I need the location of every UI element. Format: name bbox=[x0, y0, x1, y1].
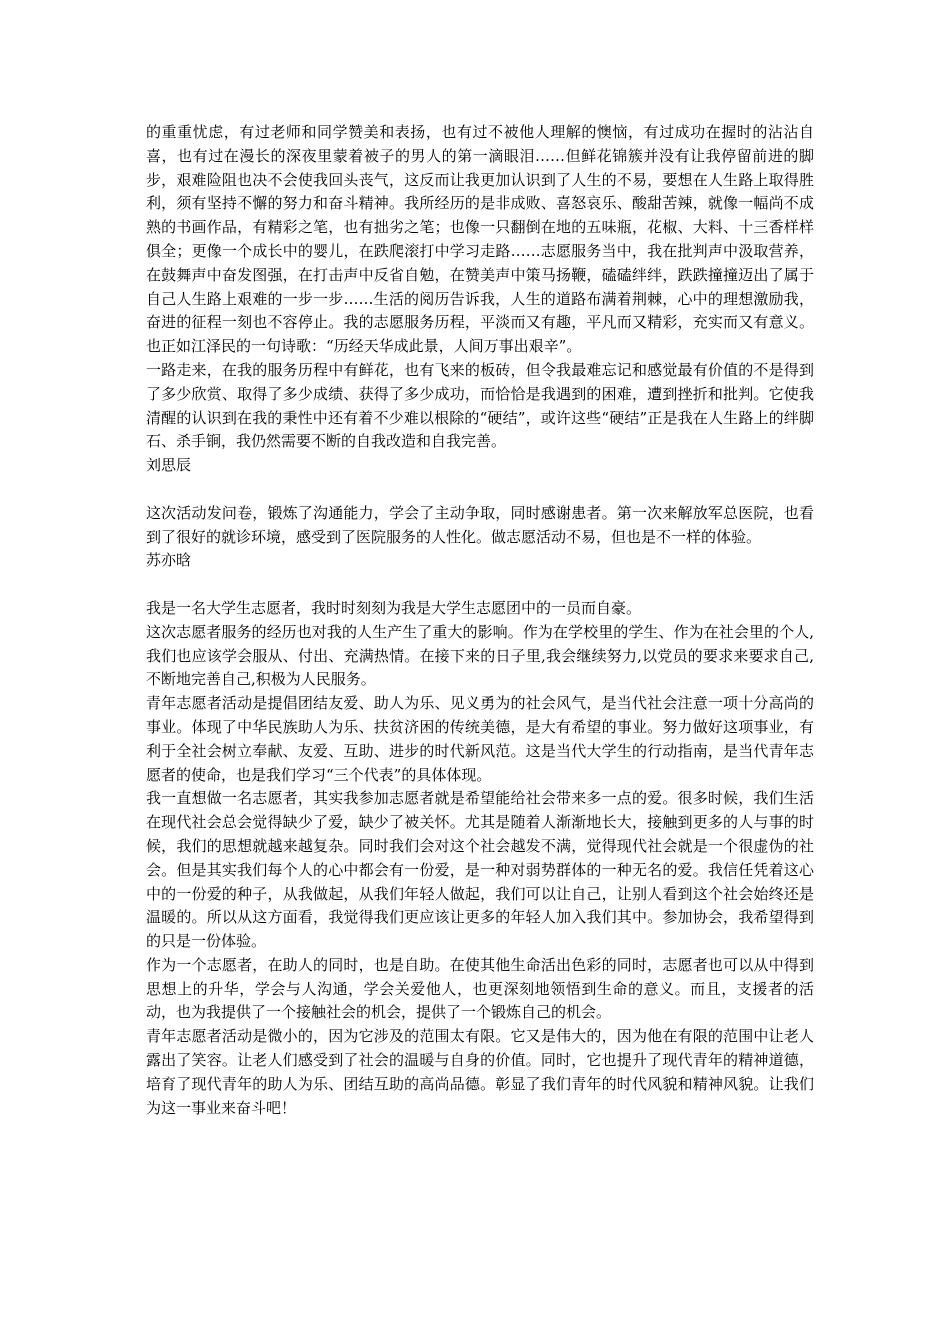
paragraph: 我一直想做一名志愿者，其实我参加志愿者就是希望能给社会带来多一点的爱。很多时候，我们生活在现代社会总会觉得缺少了爱，缺少了被关怀。尤其是随着人渐渐地长大，接触到更多的人与事的时候，我们的思想就越来越复杂。同时我们会对这个社会越发不满，觉得现代社会就是一个很虚伪的社会。但是其实我们每个人的心中都会有一份爱，是一种对弱势群体的一种无名的爱。我信任凭着这心中的一份爱的种子，从我做起，从我们年轻人做起，我们可以让自己，让别人看到这个社会始终还是温暖的。所以从这方面看，我觉得我们更应该让更多的年轻人加入我们其中。参加协会，我希望得到的只是一份体验。 bbox=[146, 789, 814, 951]
blank-line bbox=[146, 478, 814, 502]
author-signature: 苏亦晗 bbox=[146, 551, 192, 570]
paragraph: 一路走来，在我的服务历程中有鲜花，也有飞来的板砖，但令我最难忘记和感觉最有价值的不是得到了多少欣赏、取得了多少成绩、获得了多少成功，而恰恰是我遇到的困难，遭到挫折和批判。它使我清醒的认识到在我的秉性中还有着不少难以根除的“硬结”，或许这些“硬结”正是我在人生路上的绊脚石、杀手锏，我仍然需要不断的自我改造和自我完善。 bbox=[146, 360, 814, 451]
document-page bbox=[146, 121, 814, 1120]
author-signature: 刘思辰 bbox=[146, 456, 192, 475]
paragraph: 青年志愿者活动是提倡团结友爱、助人为乐、见义勇为的社会风气，是当代社会注意一项十分高尚的事业。体现了中华民族助人为乐、扶贫济困的传统美德，是大有希望的事业。努力做好这项事业，有利于全社会树立奉献、友爱、互助、进步的时代新风范。这是当代大学生的行动指南，是当代青年志愿者的使命，也是我们学习“三个代表”的具体体现。 bbox=[146, 694, 814, 784]
paragraph: 青年志愿者活动是微小的，因为它涉及的范围太有限。它又是伟大的，因为他在有限的范围中让老人露出了笑容。让老人们感受到了社会的温暖与自身的价值。同时，它也提升了现代青年的精神道德，培育了现代青年的助人为乐、团结互助的高尚品德。彰显了我们青年的时代风貌和精神风貌。让我们为这一事业来奋斗吧！ bbox=[146, 1027, 814, 1117]
paragraph: 作为一个志愿者，在助人的同时，也是自助。在使其他生命活出色彩的同时，志愿者也可以从中得到思想上的升华，学会与人沟通，学会关爱他人，也更深刻地领悟到生命的意义。而且，支援者的活动，也为我提供了一个接触社会的机会，提供了一个锻炼自己的机会。 bbox=[146, 955, 814, 1022]
paragraph: 我是一名大学生志愿者，我时时刻刻为我是大学生志愿团中的一员而自豪。 bbox=[146, 598, 642, 617]
paragraph: 的重重忧虑，有过老师和同学赞美和表扬，也有过不被他人理解的懊恼，有过成功在握时的沾沾自喜，也有过在漫长的深夜里蒙着被子的男人的第一滴眼泪……但鲜花锦簇并没有让我停留前进的脚步，艰难险阻也决不会使我回头丧气，这反而让我更加认识到了人生的不易，要想在人生路上取得胜利，须有坚持不懈的努力和奋斗精神。我所经历的是非成败、喜怒哀乐、酸甜苦辣，就像一幅尚不成熟的书画作品，有精彩之笔，也有拙劣之笔；也像一只翻倒在地的五味瓶，花椒、大料、十三香样样俱全；更像一个成长中的婴儿，在跌爬滚打中学习走路……志愿服务当中，我在批判声中汲取营养，在鼓舞声中奋发图强，在打击声中反省自勉，在赞美声中策马扬鞭，磕磕绊绊，跌跌撞撞迈出了属于自己人生路上艰难的一步一步……生活的阅历告诉我，人生的道路布满着荆棘，心中的理想激励我，奋进的征程一刻也不容停止。我的志愿服务历程，平淡而又有趣，平凡而又精彩，充实而又有意义。也正如江泽民的一句诗歌：“历经天华成此景，人间万事出艰辛”。 bbox=[146, 123, 814, 356]
paragraph: 这次志愿者服务的经历也对我的人生产生了重大的影响。作为在学校里的学生、作为在社会里的个人,我们也应该学会服从、付出、充满热情。在接下来的日子里,我会继续努力,以党员的要求来要求自己,不断地完善自己,积极为人民服务。 bbox=[146, 622, 814, 689]
blank-line bbox=[146, 573, 814, 597]
paragraph: 这次活动发问卷，锻炼了沟通能力，学会了主动争取，同时感谢患者。第一次来解放军总医院，也看到了很好的就诊环境，感受到了医院服务的人性化。做志愿活动不易，但也是不一样的体验。 bbox=[146, 503, 814, 546]
